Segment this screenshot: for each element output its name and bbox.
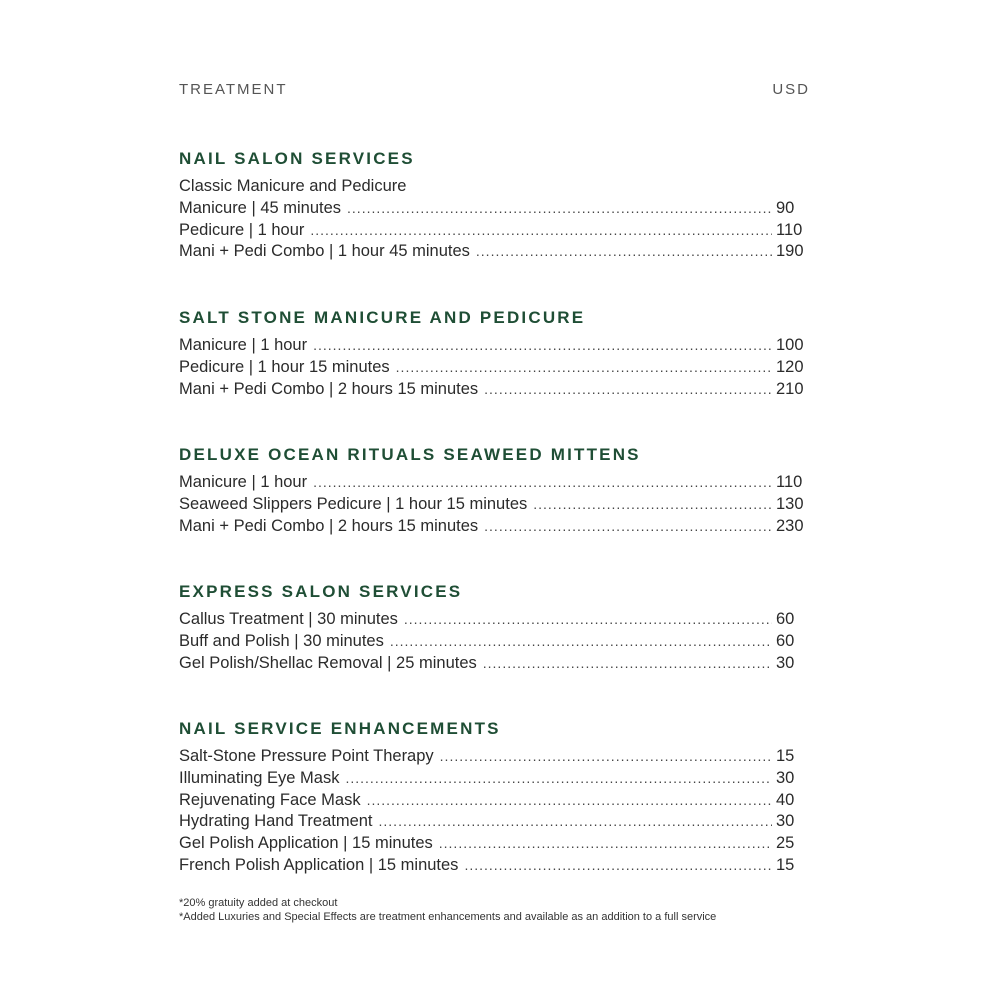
item-price: 230 <box>776 516 804 535</box>
dot-leader <box>404 609 772 631</box>
item-name: Callus Treatment | 30 minutes <box>179 610 398 628</box>
menu-item <box>179 790 806 812</box>
section-express-salon-services <box>179 581 810 674</box>
dot-leader <box>464 855 772 877</box>
dot-leader <box>347 198 772 220</box>
section-title: NAIL SERVICE ENHANCEMENTS <box>179 719 501 738</box>
section-title: EXPRESS SALON SERVICES <box>179 582 463 601</box>
menu-item <box>179 833 806 855</box>
menu-item <box>179 357 806 379</box>
section-nail-service-enhancements <box>179 718 810 877</box>
menu-item <box>179 220 806 242</box>
item-name: French Polish Application | 15 minutes <box>179 855 459 874</box>
menu-item <box>179 379 806 401</box>
item-name: Manicure | 45 minutes <box>179 198 342 217</box>
section-subtitle: Classic Manicure and Pedicure <box>179 177 407 195</box>
dot-leader <box>396 357 772 379</box>
menu-item <box>179 516 806 538</box>
item-name: Pedicure | 1 hour 15 minutes <box>179 357 390 376</box>
section-title: DELUXE OCEAN RITUALS SEAWEED MITTENS <box>179 445 641 464</box>
item-name: Manicure | 1 hour <box>179 473 308 491</box>
item-price: 40 <box>776 790 795 809</box>
price-menu-page <box>179 0 810 1000</box>
dot-leader <box>310 220 772 242</box>
dot-leader <box>345 768 772 790</box>
item-price: 210 <box>776 379 804 398</box>
dot-leader <box>533 494 772 516</box>
item-price: 15 <box>776 855 795 874</box>
menu-item <box>179 811 806 833</box>
section-title: NAIL SALON SERVICES <box>179 149 415 168</box>
item-price: 130 <box>776 494 804 513</box>
item-price: 30 <box>776 812 795 831</box>
menu-item <box>179 198 806 220</box>
treatment-column-label: TREATMENT <box>179 81 288 98</box>
item-name: Seaweed Slippers Pedicure | 1 hour 15 minutes <box>179 494 528 513</box>
item-name: Gel Polish Application | 15 minutes <box>179 834 433 853</box>
currency-column-label: USD <box>772 81 810 98</box>
item-name: Manicure | 1 hour <box>179 336 308 354</box>
item-name: Mani + Pedi Combo | 1 hour 45 minutes <box>179 242 470 261</box>
footnote-gratuity: *20% gratuity added at checkout <box>179 897 338 909</box>
item-price: 15 <box>776 747 795 765</box>
item-name: Hydrating Hand Treatment <box>179 812 373 831</box>
dot-leader <box>439 833 772 855</box>
menu-item <box>179 855 806 877</box>
dot-leader <box>367 790 772 812</box>
menu-item <box>179 241 806 263</box>
section-salt-stone <box>179 307 810 400</box>
menu-item <box>179 768 806 790</box>
item-price: 110 <box>776 473 803 491</box>
item-price: 100 <box>776 336 804 354</box>
menu-item <box>179 335 806 357</box>
item-name: Rejuvenating Face Mask <box>179 790 361 809</box>
item-price: 60 <box>776 610 795 628</box>
dot-leader <box>484 379 772 401</box>
dot-leader <box>484 516 772 538</box>
footnote-enhancements: *Added Luxuries and Special Effects are treatment enhancements and available as an addition to a full service <box>179 911 717 923</box>
menu-item <box>179 609 806 631</box>
item-name: Gel Polish/Shellac Removal | 25 minutes <box>179 653 477 672</box>
menu-item <box>179 631 806 653</box>
item-name: Mani + Pedi Combo | 2 hours 15 minutes <box>179 516 479 535</box>
item-name: Buff and Polish | 30 minutes <box>179 631 384 650</box>
item-price: 90 <box>776 198 795 217</box>
item-name: Salt-Stone Pressure Point Therapy <box>179 747 434 765</box>
item-price: 190 <box>776 242 804 261</box>
item-price: 30 <box>776 653 795 672</box>
item-price: 25 <box>776 834 795 853</box>
menu-item <box>179 494 806 516</box>
section-nail-salon-services <box>179 148 810 263</box>
menu-item <box>179 653 806 675</box>
dot-leader <box>313 472 772 494</box>
menu-item <box>179 472 806 494</box>
section-title: SALT STONE MANICURE AND PEDICURE <box>179 308 586 327</box>
dot-leader <box>440 746 772 768</box>
item-price: 120 <box>776 357 804 376</box>
item-name: Pedicure | 1 hour <box>179 220 305 239</box>
item-price: 60 <box>776 631 795 650</box>
menu-item <box>179 746 806 768</box>
item-price: 110 <box>776 220 803 239</box>
dot-leader <box>483 653 772 675</box>
dot-leader <box>313 335 772 357</box>
dot-leader <box>379 811 772 833</box>
dot-leader <box>476 241 772 263</box>
dot-leader <box>390 631 772 653</box>
item-name: Mani + Pedi Combo | 2 hours 15 minutes <box>179 379 479 398</box>
footnotes <box>179 896 716 924</box>
item-price: 30 <box>776 768 795 787</box>
item-name: Illuminating Eye Mask <box>179 768 340 787</box>
section-deluxe-ocean-rituals <box>179 444 810 537</box>
column-header <box>179 81 810 98</box>
